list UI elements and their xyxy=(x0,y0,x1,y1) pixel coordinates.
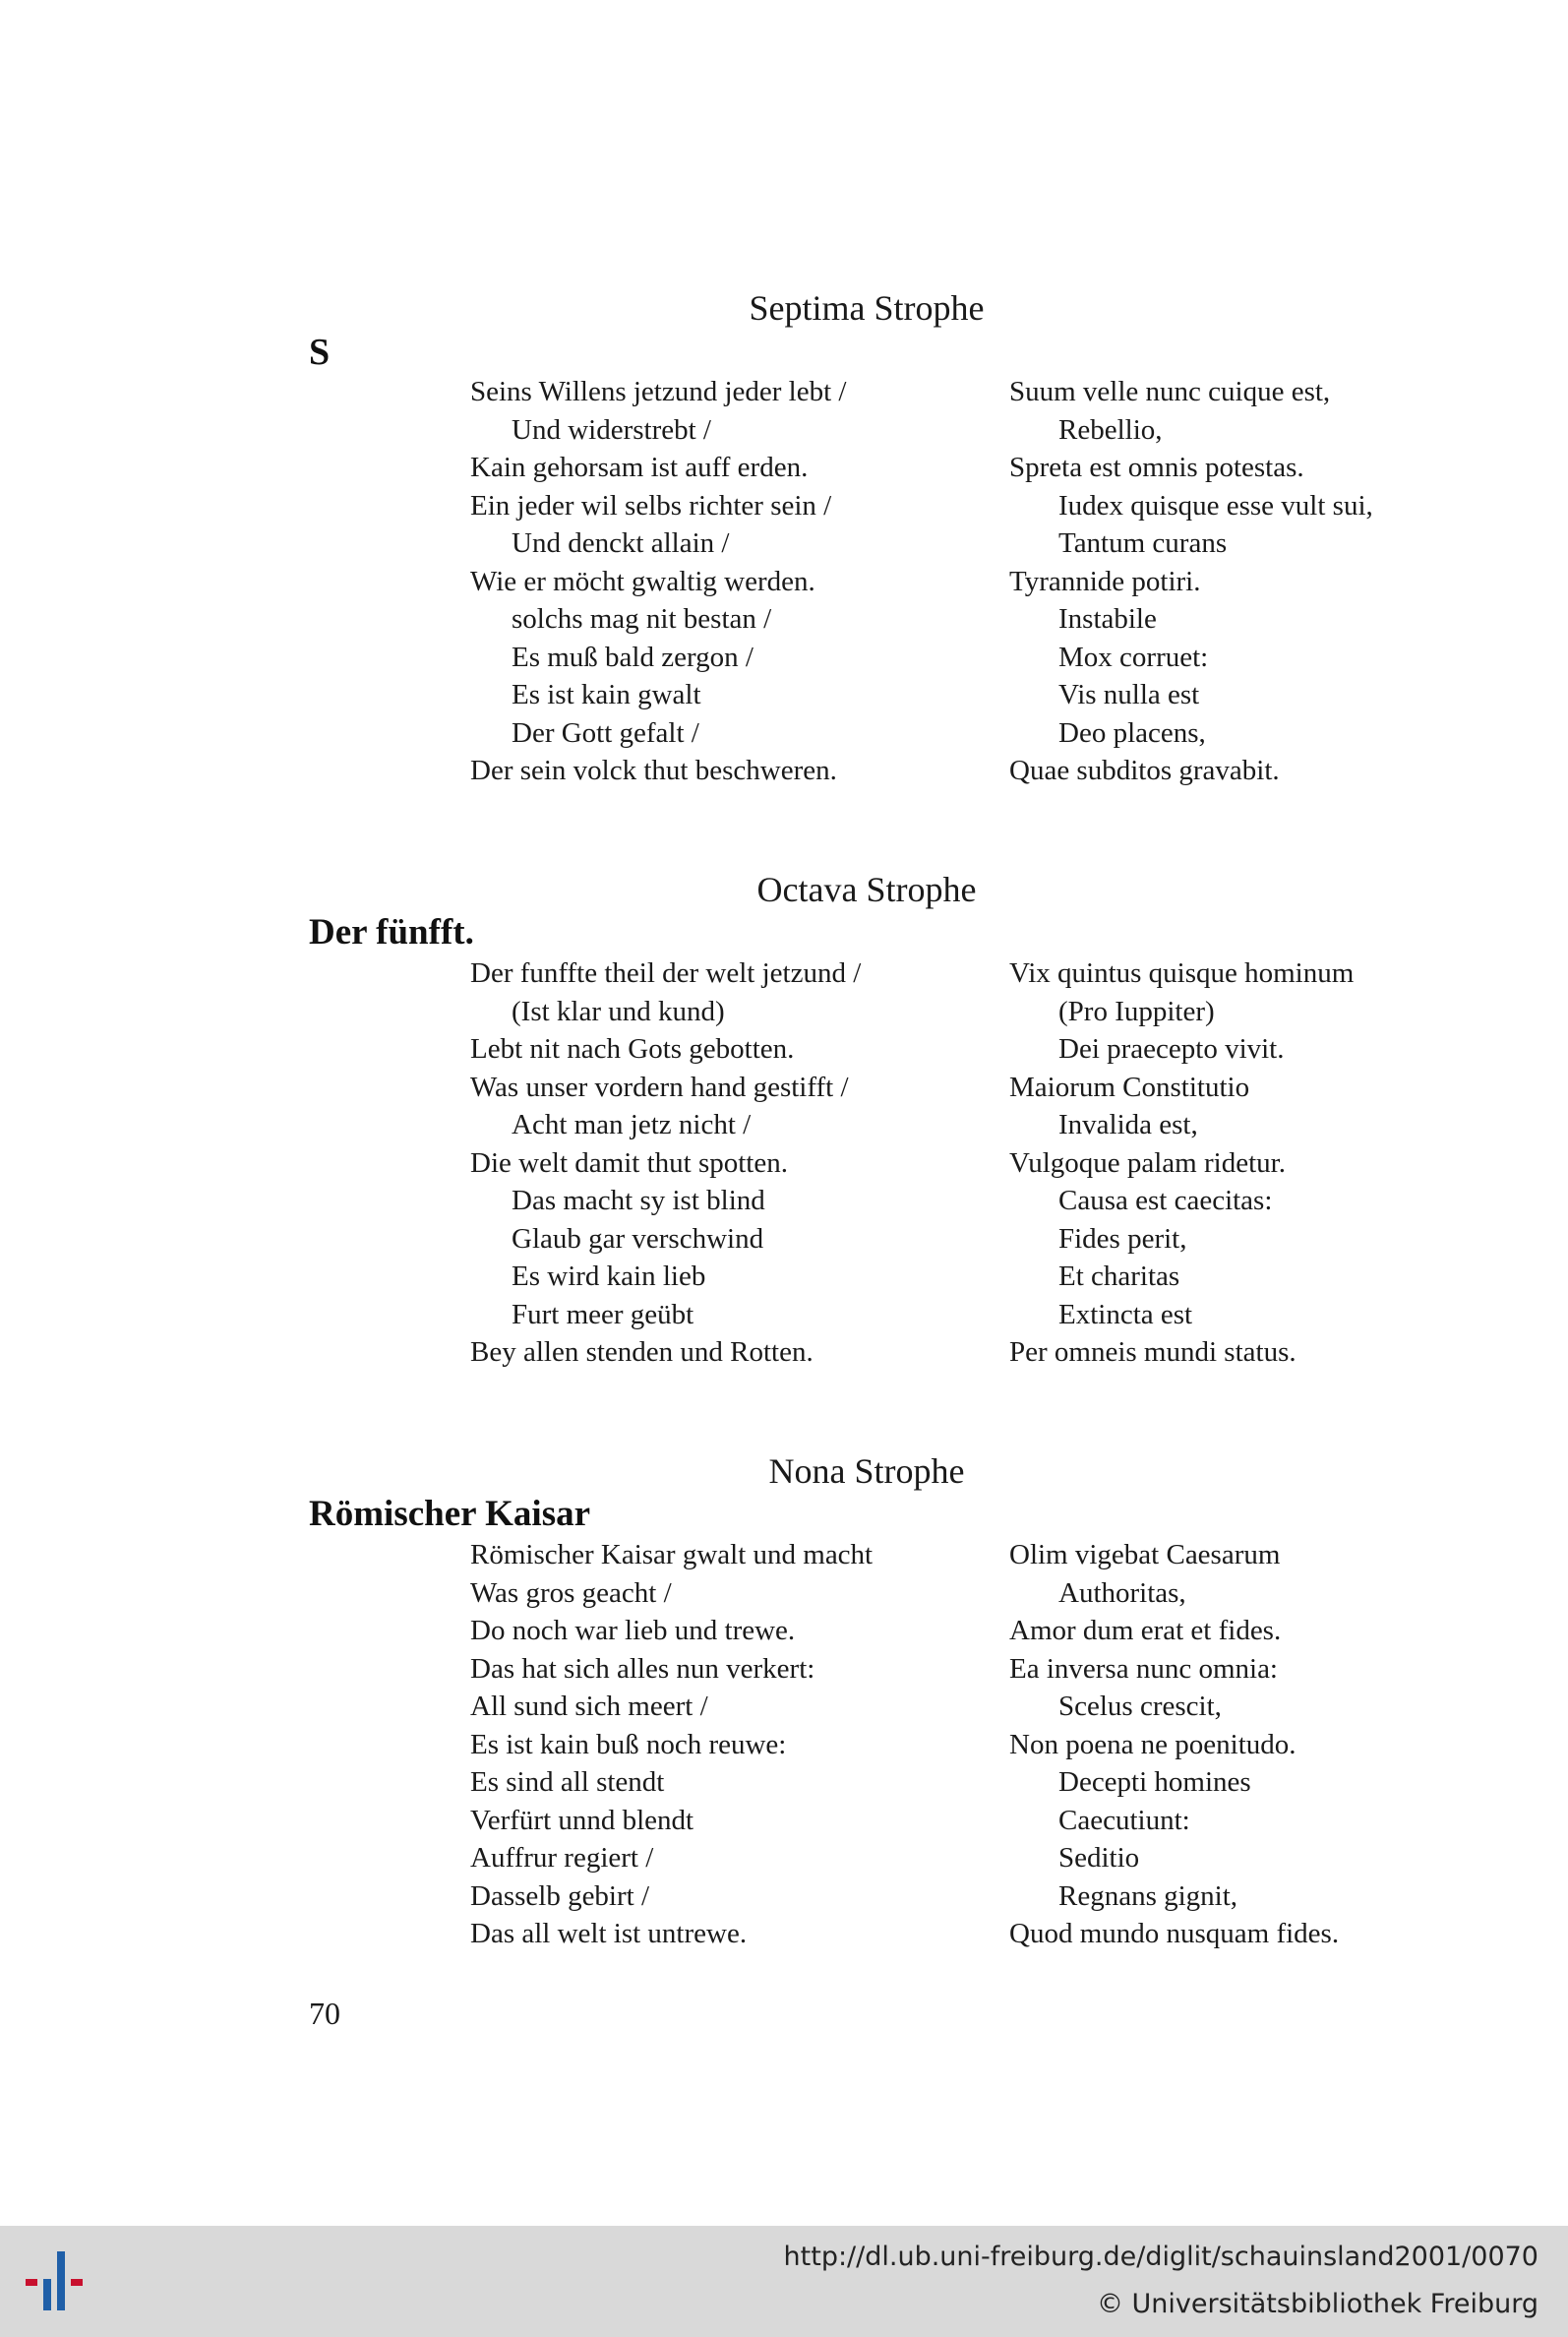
latin-verse-line: Spreta est omnis potestas. xyxy=(1009,452,1304,483)
logo-bar-right xyxy=(71,2279,83,2286)
latin-verse-line: Ea inversa nunc omnia: xyxy=(1009,1652,1278,1685)
german-verse-line: Römischer Kaisar gwalt und macht xyxy=(470,1539,874,1570)
latin-verse-line: Instabile xyxy=(1058,603,1157,635)
german-verse-line: Es sind all stendt xyxy=(470,1766,665,1798)
german-verse-line: Seins Willens jetzund jeder lebt / xyxy=(470,376,847,407)
latin-verse-line: Maiorum Constitutio xyxy=(1009,1071,1250,1103)
latin-verse-line: Decepti homines xyxy=(1058,1766,1251,1798)
page-number: 70 xyxy=(309,1996,340,2031)
logo-bar-blue-tall xyxy=(57,2251,65,2310)
marginal-note: S xyxy=(309,332,331,373)
latin-verse-line: Fides perit, xyxy=(1058,1222,1187,1255)
stanza-title: Octava Strophe xyxy=(756,870,977,909)
german-verse-line: Auffrur regiert / xyxy=(470,1842,654,1874)
german-verse-line: Verfürt unnd blendt xyxy=(470,1804,694,1836)
logo-bar-left xyxy=(26,2279,37,2286)
german-verse-line: Bey allen stenden und Rotten. xyxy=(470,1336,814,1368)
latin-verse-line: Non poena ne poenitudo. xyxy=(1009,1728,1297,1760)
latin-verse-line: Regnans gignit, xyxy=(1058,1879,1238,1912)
german-verse-line: Der Gott gefalt / xyxy=(512,716,699,749)
latin-verse-line: Tantum curans xyxy=(1058,527,1228,559)
copyright-notice: © Universitätsbibliothek Freiburg xyxy=(1096,2289,1538,2319)
german-verse-line: Der funffte theil der welt jetzund / xyxy=(470,957,862,989)
latin-verse-line: Olim vigebat Caesarum xyxy=(1009,1539,1281,1570)
latin-verse-line: Rebellio, xyxy=(1058,413,1163,446)
latin-verse-line: Scelus crescit, xyxy=(1058,1691,1222,1722)
latin-verse-line: Tyrannide potiri. xyxy=(1009,565,1201,597)
latin-verse-line: Et charitas xyxy=(1058,1261,1180,1292)
latin-verse-line: Quae subditos gravabit. xyxy=(1009,755,1280,786)
german-verse-line: solchs mag nit bestan / xyxy=(512,603,772,635)
latin-verse-line: Vix quintus quisque hominum xyxy=(1009,957,1355,989)
marginal-note: Der fünfft. xyxy=(309,912,474,953)
german-verse-line: Der sein volck thut beschweren. xyxy=(470,755,837,786)
german-verse-line: Es wird kain lieb xyxy=(512,1261,706,1292)
latin-verse-column xyxy=(1009,1536,1521,1953)
latin-verse-line: Amor dum erat et fides. xyxy=(1009,1615,1282,1646)
german-verse-column xyxy=(470,954,982,1372)
german-verse-line: Kain gehorsam ist auff erden. xyxy=(470,452,809,483)
logo-bar-blue-short xyxy=(43,2279,51,2310)
latin-verse-line: Caecutiunt: xyxy=(1058,1804,1190,1836)
german-verse-line: Die welt damit thut spotten. xyxy=(470,1146,788,1179)
german-verse-line: Ein jeder wil selbs richter sein / xyxy=(470,489,832,522)
german-verse-line: Acht man jetz nicht / xyxy=(512,1109,752,1140)
latin-verse-line: Authoritas, xyxy=(1058,1576,1186,1609)
german-verse-line: Und widerstrebt / xyxy=(512,413,711,446)
german-verse-line: Furt meer geübt xyxy=(512,1298,694,1330)
german-verse-line: Das all welt ist untrewe. xyxy=(470,1918,748,1949)
latin-verse-line: Iudex quisque esse vult sui, xyxy=(1058,489,1373,522)
latin-verse-line: Deo placens, xyxy=(1058,716,1206,749)
german-verse-line: Do noch war lieb und trewe. xyxy=(470,1615,796,1646)
latin-verse-line: Quod mundo nusquam fides. xyxy=(1009,1918,1340,1949)
german-verse-line: Glaub gar verschwind xyxy=(512,1222,764,1255)
latin-verse-line: Suum velle nunc cuique est, xyxy=(1009,376,1331,407)
german-verse-line: (Ist klar und kund) xyxy=(512,995,725,1027)
german-verse-line: Das hat sich alles nun verkert: xyxy=(470,1652,815,1685)
german-verse-column xyxy=(470,373,982,790)
latin-verse-line: Mox corruet: xyxy=(1058,641,1209,673)
german-verse-line: Wie er möcht gwaltig werden. xyxy=(470,565,815,597)
stanza-title: Nona Strophe xyxy=(768,1451,965,1491)
latin-verse-line: Dei praecepto vivit. xyxy=(1058,1033,1285,1065)
latin-verse-line: Seditio xyxy=(1058,1842,1140,1874)
german-verse-line: Was gros geacht / xyxy=(470,1576,672,1609)
latin-verse-line: Vis nulla est xyxy=(1058,679,1200,710)
german-verse-line: Es ist kain buß noch reuwe: xyxy=(470,1728,787,1760)
german-verse-line: Es ist kain gwalt xyxy=(512,679,701,710)
latin-verse-line: Causa est caecitas: xyxy=(1058,1185,1273,1216)
german-verse-line: Dasselb gebirt / xyxy=(470,1879,650,1912)
latin-verse-column xyxy=(1009,954,1521,1372)
german-verse-line: Lebt nit nach Gots gebotten. xyxy=(470,1033,795,1065)
german-verse-line: Was unser vordern hand gestifft / xyxy=(470,1071,849,1103)
german-verse-line: All sund sich meert / xyxy=(470,1691,708,1722)
german-verse-line: Es muß bald zergon / xyxy=(512,641,754,673)
german-verse-line: Und denckt allain / xyxy=(512,527,730,559)
marginal-note: Römischer Kaisar xyxy=(309,1494,591,1534)
source-url-link[interactable]: http://dl.ub.uni-freiburg.de/diglit/schauinsland2001/0070 xyxy=(783,2242,1538,2272)
latin-verse-line: Invalida est, xyxy=(1058,1109,1198,1140)
latin-verse-column xyxy=(1009,373,1521,790)
footer-bar xyxy=(0,2226,1568,2337)
ub-freiburg-logo-icon[interactable] xyxy=(18,2244,96,2322)
german-verse-line: Das macht sy ist blind xyxy=(512,1185,765,1216)
latin-verse-line: Vulgoque palam ridetur. xyxy=(1009,1146,1286,1179)
stanza-title: Septima Strophe xyxy=(749,288,985,328)
german-verse-column xyxy=(470,1536,982,1953)
latin-verse-line: Per omneis mundi status. xyxy=(1009,1336,1297,1368)
latin-verse-line: (Pro Iuppiter) xyxy=(1058,995,1215,1027)
latin-verse-line: Extincta est xyxy=(1058,1298,1193,1330)
